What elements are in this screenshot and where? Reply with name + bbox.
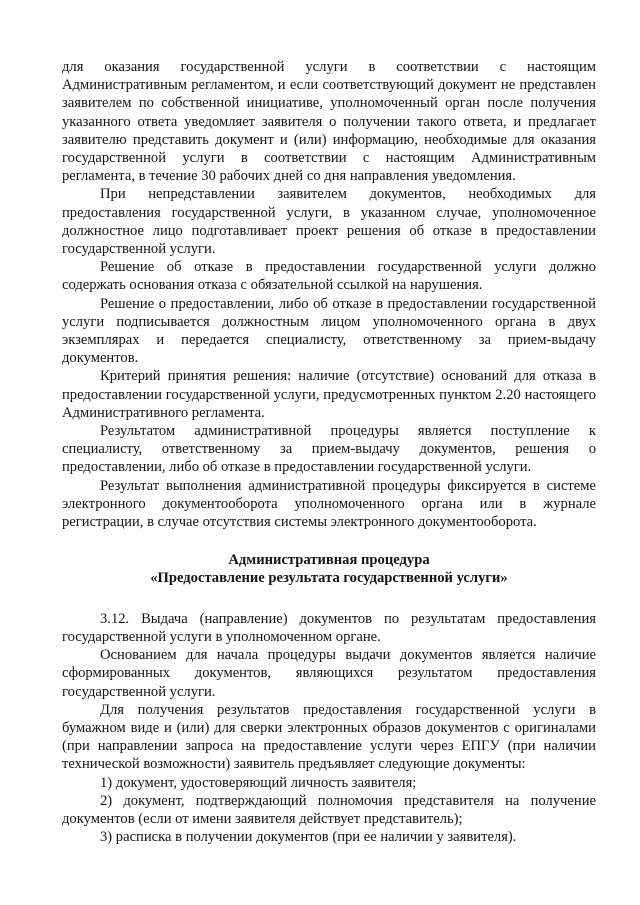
spacer	[62, 588, 596, 610]
paragraph: Решение о предоставлении, либо об отказе в предоставлении государственной услуги подписывается должностным лицом уполномоченного органа в двух экземплярах и передается специалисту, ответственному за прием-выдачу документов.	[62, 295, 596, 367]
document-page	[62, 58, 596, 846]
paragraph: Критерий принятия решения: наличие (отсутствие) оснований для отказа в предоставлении государственной услуги, предусмотренных пунктом 2.20 настоящего Административного регламента.	[62, 368, 596, 421]
list-item: 2) документ, подтверждающий полномочия представителя на получение документов (если от имени заявителя действует представитель);	[62, 792, 596, 827]
paragraph: Решение об отказе в предоставлении государственной услуги должно содержать основания отказа с обязательной ссылкой на нарушения.	[62, 259, 596, 294]
section-heading-line-2: «Предоставление результата государственной услуги»	[150, 570, 508, 587]
paragraph: При непредставлении заявителем документов, необходимых для предоставления государственной услуги, в указанном случае, уполномоченное должностное лицо подготавливает проект решения об отказе в предоставлении государственной услуги.	[62, 186, 596, 258]
paragraph: Результатом административной процедуры является поступление к специалисту, ответственному за прием-выдачу документов, решения о предоставлении, либо об отказе в предоставлении государственной услуги.	[62, 423, 596, 476]
paragraph: для оказания государственной услуги в соответствии с настоящим Административным регламентом, и если соответствующий документ не представлен заявителем по собственной инициативе, уполномоченный орган после получения указанного ответа уведомляет заявителя о получении такого ответа, и предлагает заявителю представить документ и (или) информацию, необходимые для оказания государственной услуги в соответствии с настоящим Административным регламента, в течение 30 рабочих дней со дня направления уведомления.	[62, 59, 596, 185]
list-item: 1) документ, удостоверяющий личность заявителя;	[100, 774, 417, 791]
paragraph: 3.12. Выдача (направление) документов по результатам предоставления государственной услуги в уполномоченном органе.	[62, 610, 596, 645]
section-heading-line-1: Административная процедура	[228, 552, 430, 569]
list-item: 3) расписка в получении документов (при ее наличии у заявителя).	[100, 829, 517, 846]
paragraph: Для получения результатов предоставления государственной услуги в бумажном виде и (или) для сверки электронных образов документов с оригиналами (при направлении запроса на предоставление услуги через ЕПГУ (при наличии технической возможности) заявитель предъявляет следующие документы:	[62, 701, 596, 773]
paragraph: Результат выполнения административной процедуры фиксируется в системе электронного документооборота уполномоченного органа или в журнале регистрации, в случае отсутствия системы электронного документооборота.	[62, 477, 596, 531]
paragraph: Основанием для начала процедуры выдачи документов является наличие сформированных документов, являющихся результатом предоставления государственной услуги.	[62, 647, 596, 700]
